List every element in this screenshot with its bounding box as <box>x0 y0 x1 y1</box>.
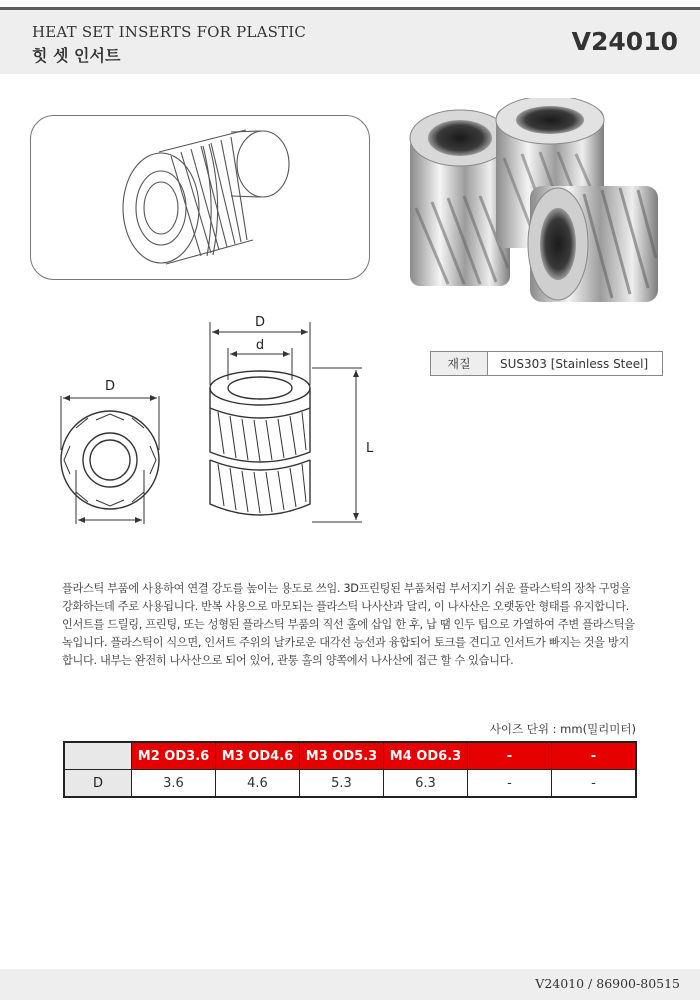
size-header-cell: M3 OD4.6 <box>216 742 300 770</box>
page-footer <box>0 969 700 1000</box>
size-header-cell: M3 OD5.3 <box>300 742 384 770</box>
product-description <box>62 580 652 670</box>
product-code: V24010 <box>571 27 678 56</box>
size-value-cell: 4.6 <box>216 770 300 798</box>
material-label: 재질 <box>431 352 488 376</box>
description-line: 강화하는데 주로 사용됩니다. 반복 사용으로 마모되는 플라스틱 나사산과 달리, 이 나사산은 오랫동안 형태를 유지합니다. <box>62 600 629 613</box>
size-header-cell: M2 OD3.6 <box>132 742 216 770</box>
size-value-cell: 3.6 <box>132 770 216 798</box>
size-table <box>63 741 637 798</box>
title-korean: 힛 셋 인서트 <box>32 46 121 65</box>
size-table-header-row <box>64 742 636 770</box>
title-english: HEAT SET INSERTS FOR PLASTIC <box>32 23 307 41</box>
size-value-cell: - <box>468 770 552 798</box>
size-value-cell: - <box>552 770 637 798</box>
description-line: 합니다. 내부는 완전히 나사산으로 되어 있어, 관통 홀의 양쪽에서 나사산에 접근 할 수 있습니다. <box>62 654 514 667</box>
size-row-label: D <box>64 770 132 798</box>
dimension-drawing <box>40 300 400 540</box>
size-unit-note: 사이즈 단위 : mm(밀리미터) <box>489 722 636 736</box>
material-value: SUS303 [Stainless Steel] <box>488 352 663 376</box>
size-table-row <box>64 770 636 798</box>
dim-label-side-D: D <box>254 315 266 330</box>
size-table-corner <box>64 742 132 770</box>
footer-reference: V24010 / 86900-80515 <box>535 976 680 991</box>
size-header-cell: - <box>468 742 552 770</box>
insert-line-drawing <box>31 116 369 279</box>
product-photo <box>398 98 670 306</box>
size-value-cell: 5.3 <box>300 770 384 798</box>
size-header-cell: - <box>552 742 637 770</box>
dim-label-d: d <box>255 338 265 353</box>
dim-label-L: L <box>366 441 374 456</box>
description-line: 녹입니다. 플라스틱이 식으면, 인서트 주위의 날카로운 대각선 능선과 융합되어 토크를 견디고 인서트가 빠지는 것을 방지 <box>62 636 629 649</box>
page-header <box>0 10 700 74</box>
size-value-cell: 6.3 <box>384 770 468 798</box>
size-header-cell: M4 OD6.3 <box>384 742 468 770</box>
line-illustration-panel <box>30 115 370 280</box>
description-line: 인서트를 드릴링, 프린팅, 또는 성형된 플라스틱 부품의 직선 홀에 삽입 한 후, 납 땜 인두 팁으로 가열하여 주변 플라스틱을 <box>62 618 635 631</box>
description-line: 플라스틱 부품에 사용하여 연결 강도를 높이는 용도로 쓰임. 3D프린팅된 부품처럼 부서지기 쉬운 플라스틱의 장착 구멍을 <box>62 582 631 595</box>
material-spec-table <box>430 351 663 376</box>
dim-label-end-D: D <box>104 379 116 394</box>
